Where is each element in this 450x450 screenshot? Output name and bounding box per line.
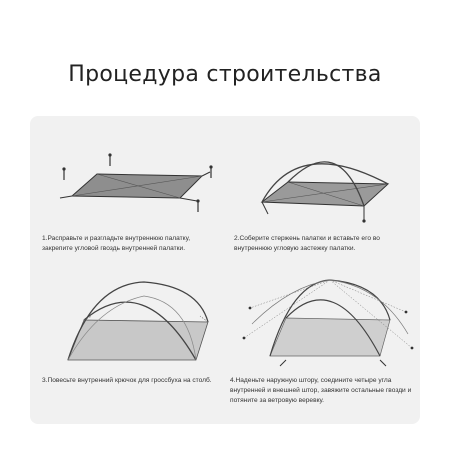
- step-4-caption: 4.Наденьте наружную штору, соедините четыре угла внутренней и внешней штор, завяжите остальные гвозди и потяните за ветровую веревку.: [230, 377, 412, 404]
- instructions-panel: [30, 116, 420, 424]
- step-4-illustration: [230, 272, 416, 368]
- step-2-caption: 2.Соберите стержень палатки и вставьте его во внутреннюю угловую застежку палатки.: [234, 235, 380, 252]
- step-1-illustration: [52, 150, 222, 222]
- step-1-caption: 1.Расправьте и разгладьте внутреннюю палатку, закрепите угловой гвоздь внутренней палатки.: [42, 235, 191, 252]
- step-3-caption: 3.Повесьте внутренний крючок для гроссбуха на столб.: [42, 377, 212, 384]
- step-3-illustration: [48, 276, 228, 368]
- step-2-illustration: [238, 128, 408, 228]
- page-title: Процедура строительства: [68, 62, 382, 87]
